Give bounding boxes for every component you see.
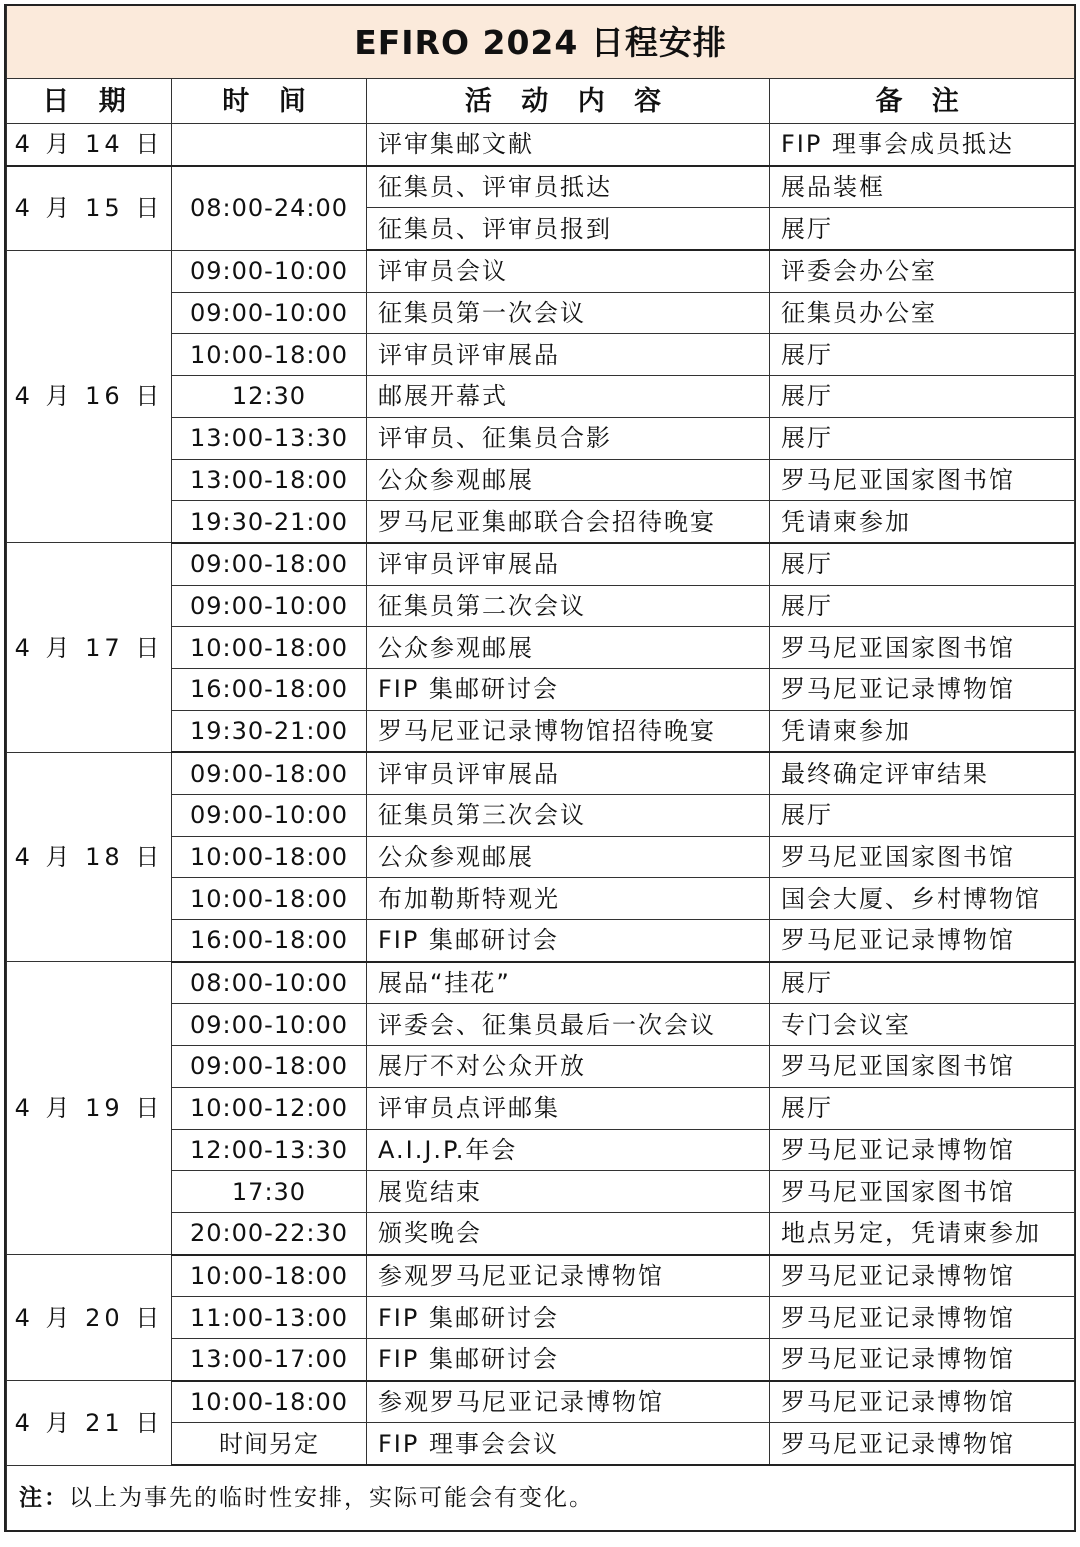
date-cell: 4 月 14 日 [7, 124, 172, 166]
time-cell: 09:00-10:00 [172, 250, 367, 292]
activity-cell: 征集员第三次会议 [367, 795, 770, 837]
time-cell: 13:00-18:00 [172, 459, 367, 501]
date-cell: 4 月 16 日 [7, 250, 172, 543]
note-cell: 罗马尼亚记录博物馆 [770, 1129, 1075, 1171]
note-cell: 凭请柬参加 [770, 710, 1075, 752]
time-cell: 09:00-18:00 [172, 1046, 367, 1088]
note-cell: 展厅 [770, 376, 1075, 418]
note-cell: FIP 理事会成员抵达 [770, 124, 1075, 166]
title-row [7, 6, 1075, 79]
activity-cell: 评审员会议 [367, 250, 770, 292]
date-cell: 4 月 21 日 [7, 1381, 172, 1465]
activity-cell: 征集员第一次会议 [367, 292, 770, 334]
note-cell: 罗马尼亚记录博物馆 [770, 1381, 1075, 1423]
activity-cell: 评审集邮文献 [367, 124, 770, 166]
schedule-row [7, 250, 1075, 292]
schedule-row [7, 962, 1075, 1004]
time-cell: 10:00-12:00 [172, 1087, 367, 1129]
note-cell: 展厅 [770, 962, 1075, 1004]
note-cell: 国会大厦、乡村博物馆 [770, 878, 1075, 920]
time-cell: 08:00-10:00 [172, 962, 367, 1004]
activity-cell: A.I.J.P.年会 [367, 1129, 770, 1171]
activity-cell: FIP 集邮研讨会 [367, 1338, 770, 1380]
time-cell: 10:00-18:00 [172, 836, 367, 878]
time-cell: 12:00-13:30 [172, 1129, 367, 1171]
note-cell: 罗马尼亚国家图书馆 [770, 836, 1075, 878]
activity-cell: 公众参观邮展 [367, 836, 770, 878]
time-cell: 10:00-18:00 [172, 627, 367, 669]
schedule-sheet [4, 4, 1076, 1532]
note-cell: 展厅 [770, 208, 1075, 250]
time-cell: 时间另定 [172, 1423, 367, 1465]
date-cell: 4 月 18 日 [7, 752, 172, 961]
note-cell: 展厅 [770, 795, 1075, 837]
note-cell: 最终确定评审结果 [770, 752, 1075, 794]
time-cell: 10:00-18:00 [172, 334, 367, 376]
schedule-row [7, 752, 1075, 794]
note-cell: 罗马尼亚国家图书馆 [770, 627, 1075, 669]
note-cell: 罗马尼亚记录博物馆 [770, 1338, 1075, 1380]
activity-cell: FIP 集邮研讨会 [367, 1297, 770, 1339]
activity-cell: 罗马尼亚集邮联合会招待晚宴 [367, 501, 770, 543]
time-cell: 17:30 [172, 1171, 367, 1213]
activity-cell: 征集员、评审员抵达 [367, 166, 770, 208]
header-date: 日 期 [7, 79, 172, 124]
activity-cell: 评审员、征集员合影 [367, 417, 770, 459]
time-cell: 16:00-18:00 [172, 920, 367, 962]
time-cell: 09:00-10:00 [172, 1004, 367, 1046]
note-cell: 罗马尼亚记录博物馆 [770, 1423, 1075, 1465]
activity-cell: 罗马尼亚记录博物馆招待晚宴 [367, 710, 770, 752]
activity-cell: 评审员评审展品 [367, 334, 770, 376]
activity-cell: FIP 理事会会议 [367, 1423, 770, 1465]
header-time: 时 间 [172, 79, 367, 124]
note-cell: 展品装框 [770, 166, 1075, 208]
activity-cell: 展品“挂花” [367, 962, 770, 1004]
time-cell: 10:00-18:00 [172, 1255, 367, 1297]
note-cell: 专门会议室 [770, 1004, 1075, 1046]
activity-cell: 展厅不对公众开放 [367, 1046, 770, 1088]
time-cell: 13:00-17:00 [172, 1338, 367, 1380]
activity-cell: 评委会、征集员最后一次会议 [367, 1004, 770, 1046]
footnote-label: 注： [19, 1484, 69, 1511]
activity-cell: 邮展开幕式 [367, 376, 770, 418]
date-cell: 4 月 19 日 [7, 962, 172, 1255]
footnote [7, 1465, 1075, 1530]
schedule-row [7, 166, 1075, 208]
time-cell: 19:30-21:00 [172, 501, 367, 543]
date-cell: 4 月 20 日 [7, 1255, 172, 1381]
note-cell: 罗马尼亚记录博物馆 [770, 668, 1075, 710]
activity-cell: 公众参观邮展 [367, 627, 770, 669]
activity-cell: 参观罗马尼亚记录博物馆 [367, 1255, 770, 1297]
time-cell: 19:30-21:00 [172, 710, 367, 752]
note-cell: 征集员办公室 [770, 292, 1075, 334]
activity-cell: 参观罗马尼亚记录博物馆 [367, 1381, 770, 1423]
date-cell: 4 月 15 日 [7, 166, 172, 250]
note-cell: 展厅 [770, 334, 1075, 376]
date-cell: 4 月 17 日 [7, 543, 172, 752]
schedule-row [7, 543, 1075, 585]
time-cell: 09:00-10:00 [172, 292, 367, 334]
time-cell: 13:00-13:30 [172, 417, 367, 459]
footnote-row [7, 1465, 1075, 1530]
note-cell: 地点另定，凭请柬参加 [770, 1212, 1075, 1254]
schedule-row [7, 1255, 1075, 1297]
time-cell: 12:30 [172, 376, 367, 418]
schedule-body [7, 124, 1075, 1466]
header-activity: 活 动 内 容 [367, 79, 770, 124]
schedule-row [7, 1381, 1075, 1423]
time-cell [172, 124, 367, 166]
note-cell: 展厅 [770, 417, 1075, 459]
time-cell: 16:00-18:00 [172, 668, 367, 710]
note-cell: 罗马尼亚记录博物馆 [770, 920, 1075, 962]
schedule-title: EFIRO 2024 日程安排 [7, 6, 1075, 79]
time-cell: 09:00-18:00 [172, 543, 367, 585]
note-cell: 展厅 [770, 1087, 1075, 1129]
activity-cell: 征集员、评审员报到 [367, 208, 770, 250]
time-cell: 08:00-24:00 [172, 166, 367, 250]
activity-cell: 评审员评审展品 [367, 543, 770, 585]
activity-cell: 公众参观邮展 [367, 459, 770, 501]
time-cell: 10:00-18:00 [172, 1381, 367, 1423]
activity-cell: 颁奖晚会 [367, 1212, 770, 1254]
header-row [7, 79, 1075, 124]
note-cell: 罗马尼亚国家图书馆 [770, 1171, 1075, 1213]
footnote-text: 以上为事先的临时性安排，实际可能会有变化。 [69, 1484, 594, 1511]
note-cell: 罗马尼亚国家图书馆 [770, 459, 1075, 501]
activity-cell: 征集员第二次会议 [367, 585, 770, 627]
schedule-row [7, 124, 1075, 166]
note-cell: 展厅 [770, 543, 1075, 585]
activity-cell: 布加勒斯特观光 [367, 878, 770, 920]
note-cell: 罗马尼亚国家图书馆 [770, 1046, 1075, 1088]
time-cell: 10:00-18:00 [172, 878, 367, 920]
time-cell: 09:00-18:00 [172, 752, 367, 794]
activity-cell: 评审员点评邮集 [367, 1087, 770, 1129]
activity-cell: 评审员评审展品 [367, 752, 770, 794]
header-note: 备 注 [770, 79, 1075, 124]
time-cell: 09:00-10:00 [172, 795, 367, 837]
note-cell: 罗马尼亚记录博物馆 [770, 1255, 1075, 1297]
note-cell: 评委会办公室 [770, 250, 1075, 292]
note-cell: 凭请柬参加 [770, 501, 1075, 543]
schedule-table [6, 6, 1075, 1530]
activity-cell: FIP 集邮研讨会 [367, 920, 770, 962]
time-cell: 11:00-13:00 [172, 1297, 367, 1339]
note-cell: 展厅 [770, 585, 1075, 627]
note-cell: 罗马尼亚记录博物馆 [770, 1297, 1075, 1339]
time-cell: 09:00-10:00 [172, 585, 367, 627]
time-cell: 20:00-22:30 [172, 1212, 367, 1254]
activity-cell: FIP 集邮研讨会 [367, 668, 770, 710]
activity-cell: 展览结束 [367, 1171, 770, 1213]
